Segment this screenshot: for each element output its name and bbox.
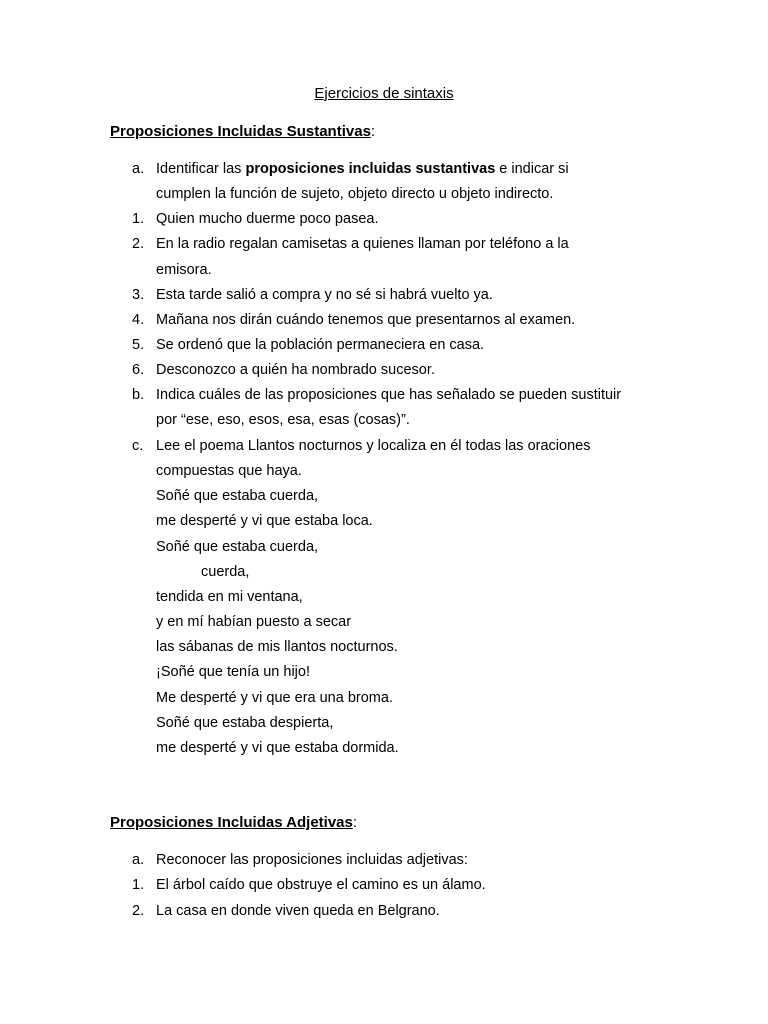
poem-line-text: me desperté y vi que estaba dormida.	[156, 740, 399, 756]
poem-line-text: las sábanas de mis llantos nocturnos.	[156, 639, 398, 655]
list-marker: a.	[132, 852, 145, 868]
poem-line-text: tendida en mi ventana,	[156, 589, 303, 605]
list-item-text: Lee el poema Llantos nocturnos y localiza en él todas las oraciones	[156, 438, 591, 454]
list-marker: 1.	[132, 211, 145, 227]
list-item-text: Mañana nos dirán cuándo tenemos que presentarnos al examen.	[156, 312, 576, 328]
list-item-text: Desconozco a quién ha nombrado sucesor.	[156, 362, 435, 378]
list-item-text: compuestas que haya.	[156, 463, 302, 479]
section-heading-text: Proposiciones Incluidas Sustantivas	[110, 123, 371, 140]
poem-line-text: Soñé que estaba cuerda,	[156, 539, 319, 555]
poem-line-text: Me desperté y vi que era una broma.	[156, 690, 393, 706]
list-item-text: cumplen la función de sujeto, objeto directo u objeto indirecto.	[156, 186, 554, 202]
text-run: e indicar si	[495, 161, 569, 177]
poem-line-text: y en mí habían puesto a secar	[156, 614, 352, 630]
section-heading-sustantivas	[110, 123, 375, 141]
list-item-text	[156, 160, 569, 178]
list-marker: 2.	[132, 903, 145, 919]
section-heading-colon: :	[370, 123, 376, 140]
list-item-text: En la radio regalan camisetas a quienes llaman por teléfono a la	[156, 236, 569, 252]
poem-line-text: ¡Soñé que tenía un hijo!	[156, 664, 310, 680]
list-item-text: Se ordenó que la población permaneciera en casa.	[156, 337, 485, 353]
list-item-text: Quien mucho duerme poco pasea.	[156, 211, 379, 227]
poem-line-text: Soñé que estaba cuerda,	[156, 488, 319, 504]
list-marker: 5.	[132, 337, 145, 353]
document-title: Ejercicios de sintaxis	[314, 85, 454, 102]
poem-line-text: cuerda,	[201, 564, 250, 580]
list-marker: a.	[132, 161, 145, 177]
text-run: Identificar las	[156, 161, 246, 177]
list-item-text: Esta tarde salió a compra y no sé si habrá vuelto ya.	[156, 287, 493, 303]
list-item-text: Indica cuáles de las proposiciones que has señalado se pueden sustituir	[156, 387, 622, 403]
list-marker: 3.	[132, 287, 145, 303]
poem-line-text: me desperté y vi que estaba loca.	[156, 513, 373, 529]
list-item-text: Reconocer las proposiciones incluidas adjetivas:	[156, 852, 468, 868]
list-marker: 2.	[132, 236, 145, 252]
list-marker: 4.	[132, 312, 145, 328]
list-item-text: La casa en donde viven queda en Belgrano.	[156, 903, 440, 919]
list-item-text: emisora.	[156, 262, 212, 278]
list-marker: b.	[132, 387, 145, 403]
list-marker: 1.	[132, 877, 145, 893]
bold-text-run: proposiciones incluidas sustantivas	[245, 161, 496, 177]
list-item-text: por “ese, eso, esos, esa, esas (cosas)”.	[156, 412, 410, 428]
list-marker: 6.	[132, 362, 145, 378]
list-marker: c.	[132, 438, 144, 454]
section-heading-colon: :	[352, 814, 358, 831]
section-heading-text: Proposiciones Incluidas Adjetivas	[110, 814, 353, 831]
list-item-text: El árbol caído que obstruye el camino es un álamo.	[156, 877, 486, 893]
section-heading-adjetivas	[110, 814, 357, 832]
poem-line-text: Soñé que estaba despierta,	[156, 715, 334, 731]
